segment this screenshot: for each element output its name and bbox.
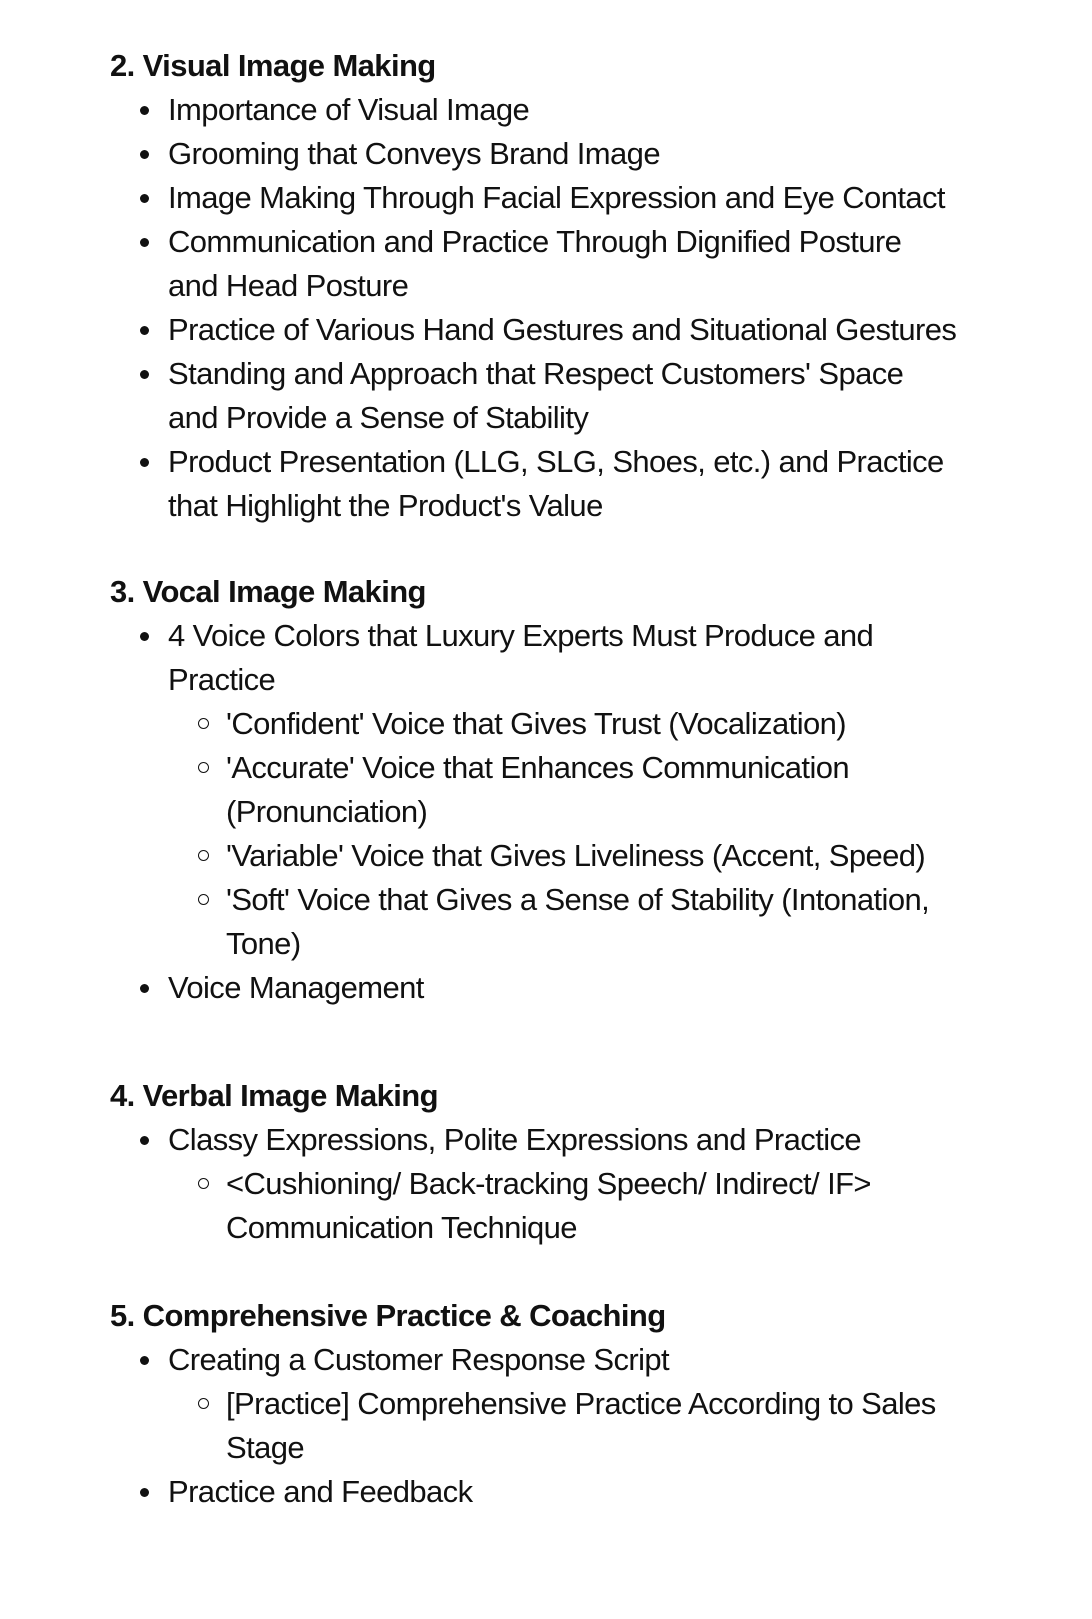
section-title: 3. Vocal Image Making [110,574,426,609]
section-spacer [110,1250,1070,1294]
sub-bullet-list [168,1162,1070,1250]
section-title: 2. Visual Image Making [110,48,436,83]
bullet-list [110,614,1070,1010]
list-item: Practice of Various Hand Gestures and Situational Gestures [168,308,1070,352]
sub-list-item: 'Soft' Voice that Gives a Sense of Stability (Intonation, Tone) [226,878,946,966]
list-item-text: Classy Expressions, Polite Expressions and Practice [168,1122,862,1157]
sub-bullet-list [168,1382,1070,1470]
list-item: Grooming that Conveys Brand Image [168,132,1070,176]
section-visual-image-making [110,44,1070,528]
list-item-text: Creating a Customer Response Script [168,1342,670,1377]
sub-list-item: 'Accurate' Voice that Enhances Communication (Pronunciation) [226,746,886,834]
section-title: 5. Comprehensive Practice & Coaching [110,1298,666,1333]
list-item: Importance of Visual Image [168,88,1070,132]
sub-list-item: [Practice] Comprehensive Practice According to Sales Stage [226,1382,966,1470]
list-item: Product Presentation (LLG, SLG, Shoes, etc.) and Practice that Highlight the Product's Value [168,440,958,528]
section-comprehensive-practice [110,1294,1070,1514]
bullet-list [110,1338,1070,1514]
list-item: Practice and Feedback [168,1470,1070,1514]
list-item: Voice Management [168,966,1070,1010]
list-item [168,1118,1070,1250]
list-item-text: 4 Voice Colors that Luxury Experts Must Produce and Practice [168,618,874,697]
sub-list-item: 'Variable' Voice that Gives Liveliness (Accent, Speed) [226,834,1070,878]
bullet-list [110,88,1070,528]
section-spacer [110,528,1070,570]
section-verbal-image-making [110,1074,1070,1250]
section-spacer [110,1010,1070,1074]
sub-bullet-list [168,702,1070,966]
list-item: Standing and Approach that Respect Customers' Space and Provide a Sense of Stability [168,352,928,440]
list-item [168,1338,1070,1470]
document-body [110,44,1070,1514]
list-item: Image Making Through Facial Expression and Eye Contact [168,176,1070,220]
sub-list-item: <Cushioning/ Back-tracking Speech/ Indirect/ IF> Communication Technique [226,1162,906,1250]
bullet-list [110,1118,1070,1250]
section-title: 4. Verbal Image Making [110,1078,438,1113]
sub-list-item: 'Confident' Voice that Gives Trust (Vocalization) [226,702,1070,746]
section-vocal-image-making [110,570,1070,1010]
list-item [168,614,1070,966]
list-item: Communication and Practice Through Dignified Posture and Head Posture [168,220,938,308]
